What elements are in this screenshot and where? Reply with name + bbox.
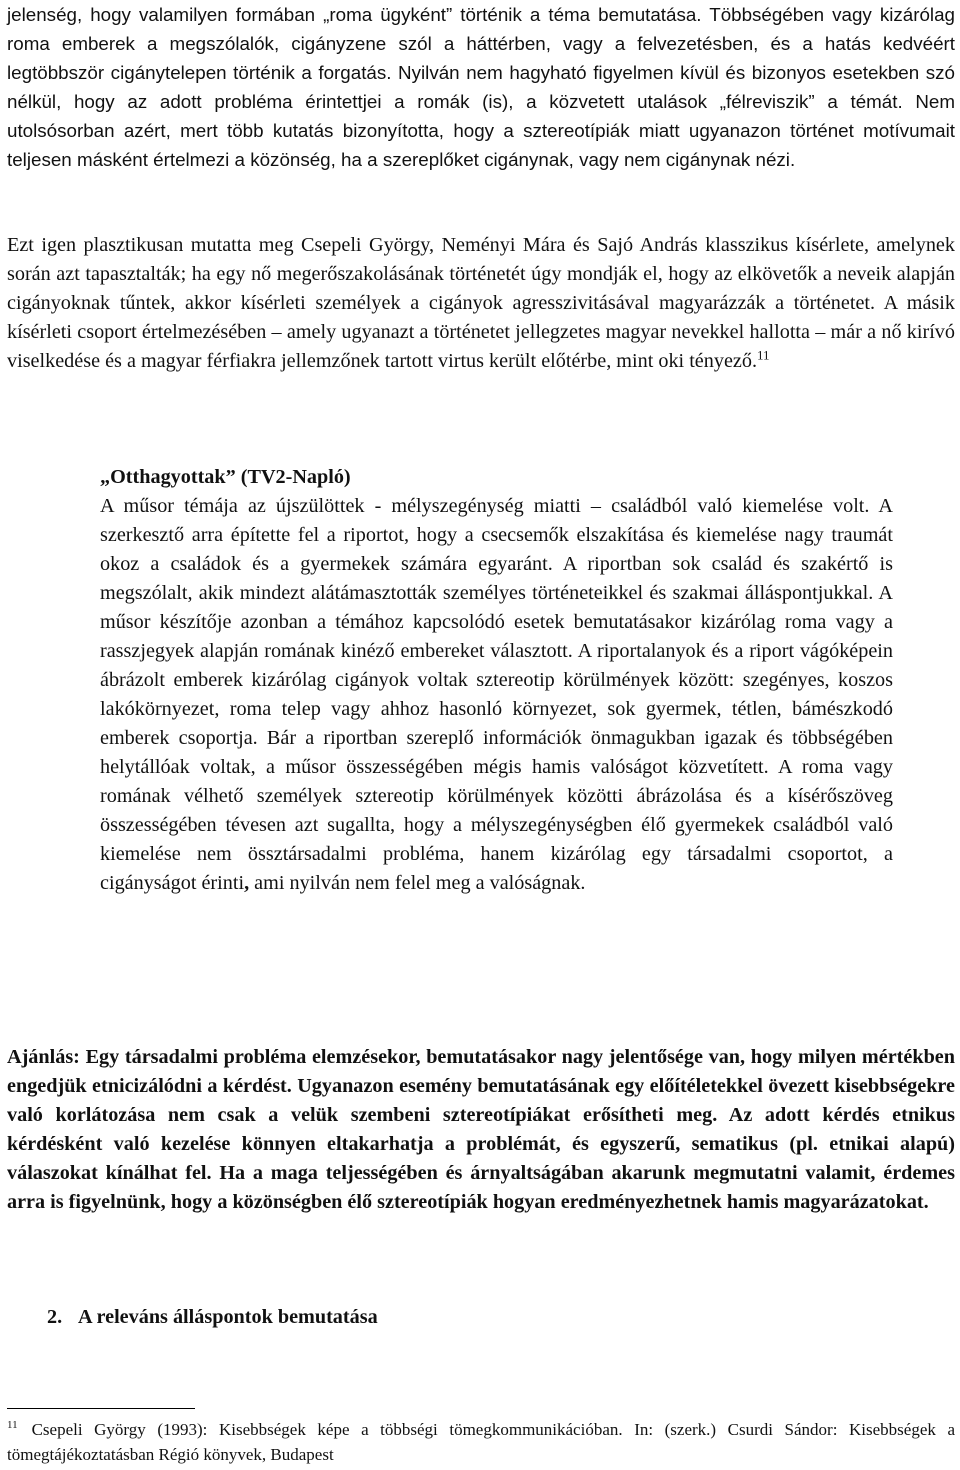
- footnote-separator: [7, 1408, 195, 1409]
- intro-paragraph: [7, 0, 955, 174]
- section-heading: [47, 1303, 378, 1332]
- footnote-text: Csepeli György (1993): Kisebbségek képe a többségi tömegkommunikációban. In: (szerk.) Csurdi Sándor: Kisebbségek a tömegtájékoztatásban Régió könyvek, Budapest: [7, 1420, 955, 1464]
- case-study-bold-comma: ,: [244, 872, 250, 894]
- footnote-reference[interactable]: 11: [757, 347, 770, 363]
- experiment-paragraph-text: Ezt igen plasztikusan mutatta meg Csepeli György, Neményi Mára és Sajó András klasszikus kísérlete, amelynek során azt tapasztalták; ha egy nő megerőszakolásának történetét úgy mondják el, hogy az elkövetők a neveik alapján cigányoknak tűntek, akkor kísérleti személyek a cigányok agresszivitásával magyarázzák a történetet. A másik kísérleti csoport értelmezésében – amely ugyanazt a történetet jellegzetes magyar nevekkel hallotta – már a nő kirívó viselkedése és a magyar férfiakra jellemzőnek tartott virtus került előtérbe, mint oki tényező.: [7, 234, 955, 372]
- experiment-paragraph: [7, 231, 955, 376]
- recommendation-text: Ajánlás: Egy társadalmi probléma elemzésekor, bemutatásakor nagy jelentősége van, hogy milyen mértékben engedjük etnicizálódni a kérdést. Ugyanazon esemény bemutatásának egy előítéletekkel övezett kisebbségekre való korlátozása nem csak a velük szembeni sztereotípiákat erősítheti meg. Az adott kérdés etnikus kérdésként való kezelése könnyen eltakarhatja a problémát, és egyszerű, sematikus (pl. etnikai alapú) válaszokat kínálhat fel. Ha a maga teljességében és árnyaltságában akarunk megmutatni valamit, érdemes arra is figyelnünk, hogy a közönségben élő sztereotípiák hogyan eredményezhetnek hamis magyarázatokat.: [7, 1046, 955, 1213]
- case-study-title: „Otthagyottak” (TV2-Napló): [100, 466, 351, 488]
- recommendation-paragraph: [7, 1043, 955, 1217]
- footnote: [7, 1417, 955, 1467]
- footnote-number: 11: [7, 1419, 18, 1432]
- section-title: A releváns álláspontok bemutatása: [78, 1306, 378, 1328]
- case-study-text: A műsor témája az újszülöttek - mélyszegénység miatti – családból való kiemelése volt. A szerkesztő arra építette fel a riportot, hogy a csecsemők elszakítása és kiemelése nagy traumát okoz a családok és a gyermekek számára egyaránt. A riportban sok család és szakértő is megszólalt, akik mindezt alátámasztották személyes történeteikkel és szakmai álláspontjukkal. A műsor készítője azonban a témához kapcsolódó esetek bemutatásakor kizárólag roma vagy a rasszjegyek alapján romának kinéző embereket választott. A riportalanyok és a riport vágóképein ábrázolt emberek kizárólag cigányok voltak sztereotip körülmények között: szegényes, koszos lakókörnyezet, roma telep vagy ahhoz hasonló környezet, sok gyermek, tétlen, bámészkodó emberek csoportja. Bár a riportban szereplő információk önmagukban igazak és többségében helytállóak voltak, a műsor összességében mégis hamis valóságot közvetített. A roma vagy romának vélhető személyek sztereotip körülmények közötti ábrázolása és a kísérőszöveg összességében tévesen azt sugallta, hogy a mélyszegénységben élő gyermekek családból való kiemelése nem össztársadalmi probléma, hanem kizárólag egy társadalmi csoportot, a cigányságot érinti: [100, 495, 893, 894]
- case-study-paragraph: [100, 492, 893, 898]
- intro-paragraph-text: jelenség, hogy valamilyen formában „roma ügyként” történik a téma bemutatása. Többségében vagy kizárólag roma emberek a megszólalók, cigányzene szól a háttérben, vagy a felvezetésben, és a hatás kedvéért legtöbbször cigánytelepen történik a forgatás. Nyilván nem hagyható figyelmen kívül és bizonyos esetekben szó nélkül, hogy az adott probléma érintettjei a romák (is), a közvetett utalások „félreviszik” a témát. Nem utolsósorban azért, mert több kutatás bizonyította, hogy a sztereotípiák miatt ugyanazon történet motívumait teljesen másként értelmezi a közönség, ha a szereplőket cigánynak, vagy nem cigánynak nézi.: [7, 4, 955, 170]
- case-study-text-end: ami nyilván nem felel meg a valóságnak.: [249, 872, 586, 894]
- section-number: 2.: [47, 1306, 63, 1328]
